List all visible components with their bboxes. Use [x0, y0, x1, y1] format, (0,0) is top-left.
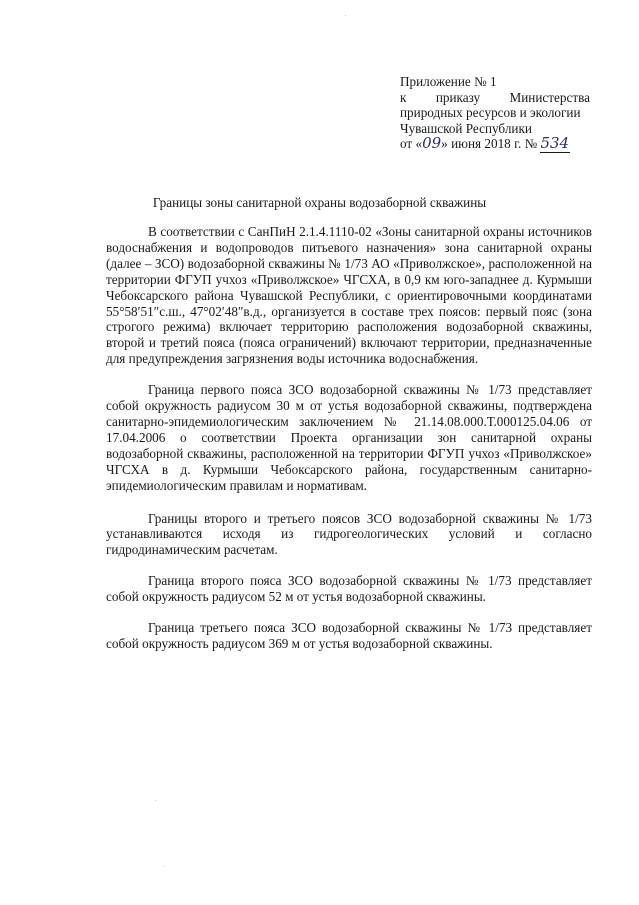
date-suffix: » июня 2018 г. № [441, 136, 538, 151]
scan-speck [163, 866, 164, 867]
date-prefix: от « [400, 136, 423, 151]
order-number-handwritten: 534 [540, 134, 570, 152]
appendix-word-ministry: Министерства [509, 89, 590, 105]
document-title: Границы зоны санитарной охраны водозаборной скважины [152, 195, 487, 210]
document-body [106, 224, 592, 667]
appendix-order-line [400, 90, 590, 106]
appendix-word-order: приказу [435, 89, 481, 105]
paragraph-third-belt: Граница третьего пояса ЗСО водозаборной скважины № 1/73 представляет собой окружность радиусом 369 м от устья водозаборной скважины. [106, 620, 592, 651]
paragraph-first-belt: Граница первого пояса ЗСО водозаборной скважины № 1/73 представляет собой окружность радиусом 30 м от устья водозаборной скважины, подтверждена санитарно-эпидемиологическим заключением № 21.14.08.000.Т.000125.04.06 от 17.04.2006 о соответствии Проекта организации зон санитарной охраны водозаборной скважины, расположенной на территории ФГУП учхоз «Приволжское» ЧГСХА в д. Курмыши Чебоксарского района, государственным санитарно-эпидемиологическим правилам и нормативам. [106, 382, 592, 493]
paragraph-intro: В соответствии с СанПиН 2.1.4.1110-02 «Зоны санитарной охраны источников водоснабжения и водопроводов питьевого назначения» зона санитарной охраны (далее – ЗСО) водозаборной скважины № 1/73 АО «Приволжское», расположенной на территории ФГУП учхоз «Приволжское» ЧГСХА, в 0,9 км юго-западнее д. Курмыши Чебоксарского района Чувашской Республики, с ориентировочными координатами 55°58′51″с.ш., 47°02′48″в.д., организуется в составе трех поясов: первый пояс (зона строгого режима) включает территорию расположения водозаборной скважины, второй и третий пояса (пояса ограничений) включают территории, предназначенные для предупреждения загрязнения воды источника водоснабжения. [106, 224, 592, 367]
appendix-number: Приложение № 1 [400, 74, 497, 89]
paragraph-second-belt: Граница второго пояса ЗСО водозаборной скважины № 1/73 представляет собой окружность радиусом 52 м от устья водозаборной скважины. [106, 573, 592, 605]
paragraph-second-third-belts: Границы второго и третьего поясов ЗСО водозаборной скважины № 1/73 устанавливаются исходя из гидрогеологических условий и согласно гидродинамическим расчетам. [106, 510, 592, 558]
scan-speck [345, 15, 346, 16]
appendix-word-k: к [400, 89, 407, 105]
appendix-ministry-name: природных ресурсов и экологии [400, 105, 581, 120]
date-day-handwritten: 09 [422, 134, 442, 152]
appendix-republic: Чувашской Республики [400, 120, 532, 136]
scan-speck [155, 800, 156, 801]
appendix-header [400, 74, 590, 153]
appendix-date-line [400, 136, 590, 153]
